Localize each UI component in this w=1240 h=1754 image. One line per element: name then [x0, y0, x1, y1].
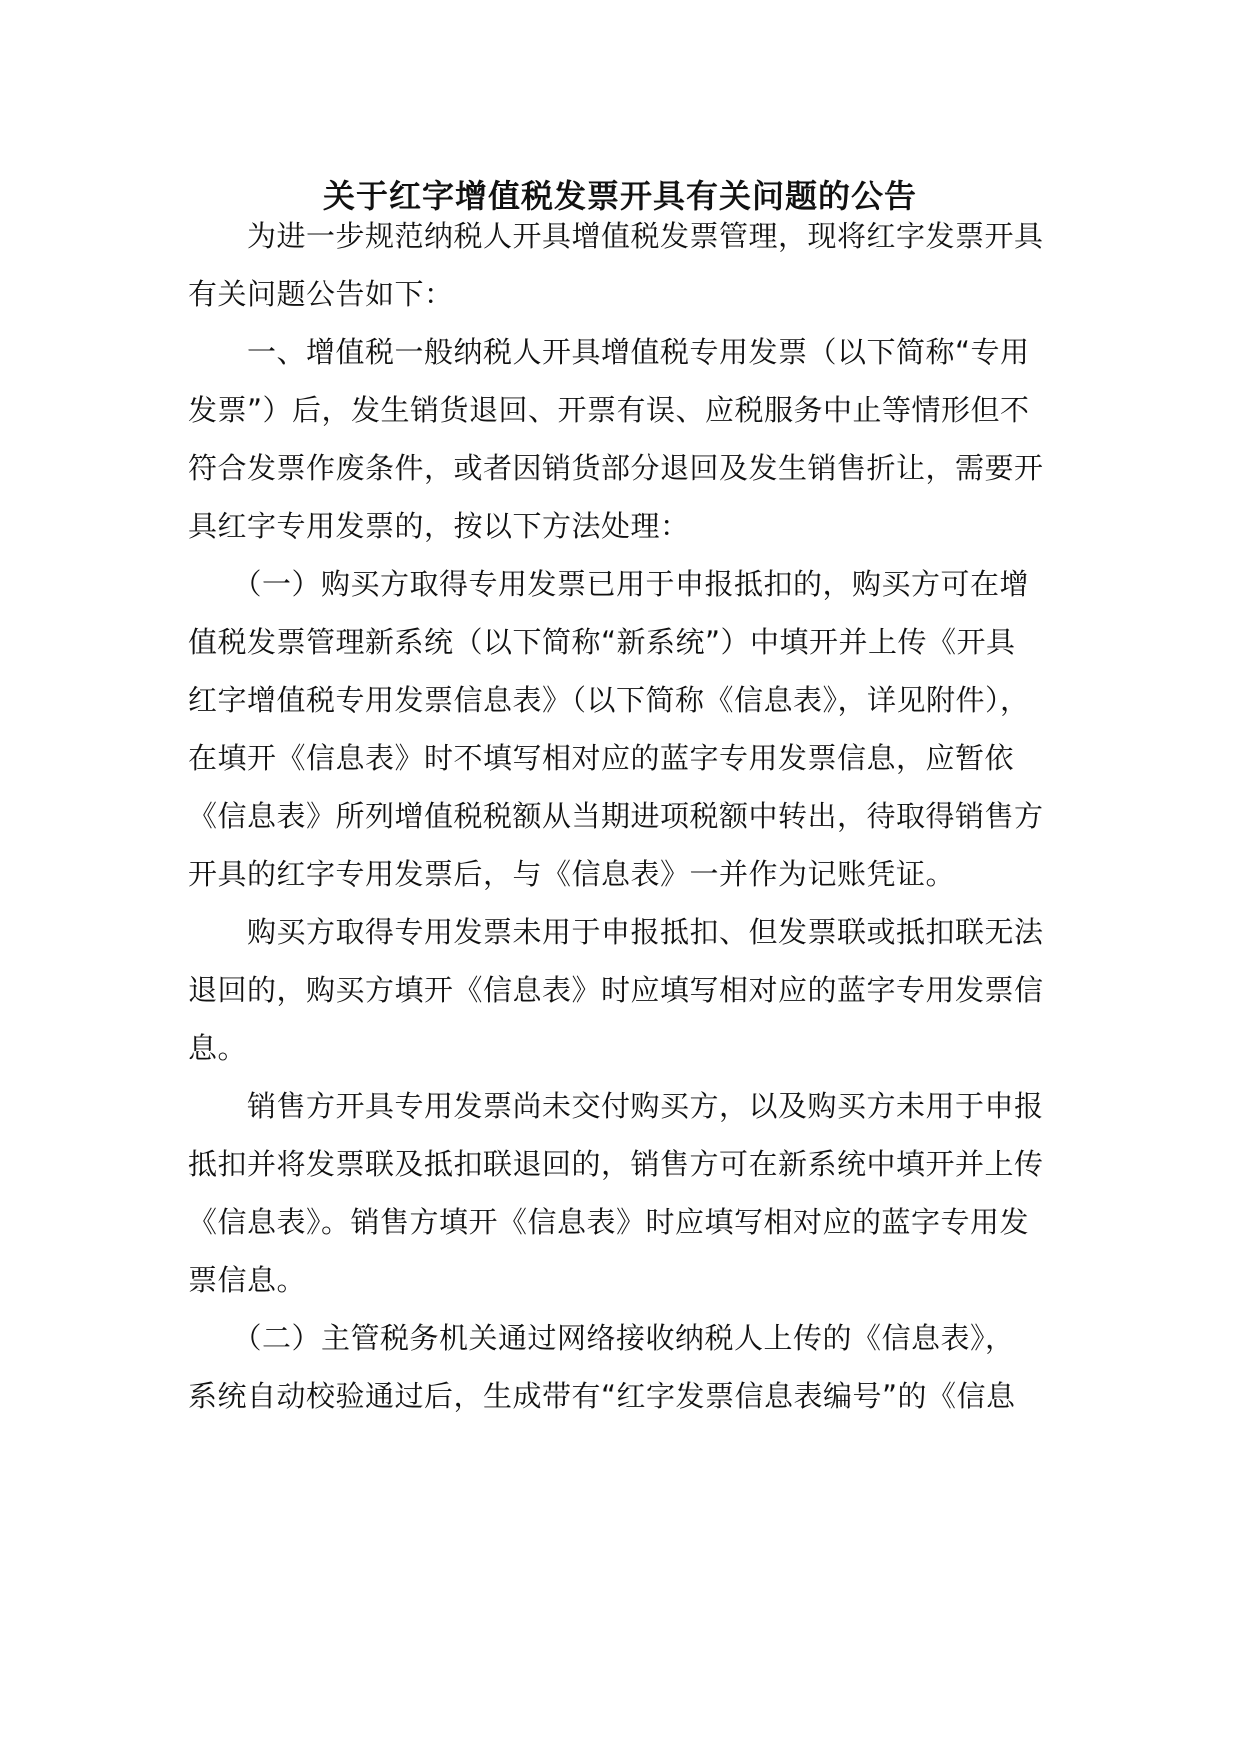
paragraph-line: 一、增值税一般纳税人开具增值税专用发票（以下简称“专用 [188, 335, 1030, 369]
paragraph-line: 值税发票管理新系统（以下简称“新系统”）中填开并上传《开具 [188, 625, 1016, 659]
paragraph-line: 《信息表》所列增值税税额从当期进项税额中转出，待取得销售方 [188, 799, 1044, 833]
paragraph-line: 息。 [188, 1031, 248, 1065]
paragraph-line: 退回的，购买方填开《信息表》时应填写相对应的蓝字专用发票信 [188, 973, 1044, 1007]
paragraph-line: 《信息表》。销售方填开《信息表》时应填写相对应的蓝字专用发 [188, 1205, 1030, 1239]
paragraph-line: 开具的红字专用发票后，与《信息表》一并作为记账凭证。 [188, 857, 956, 891]
paragraph-line: 红字增值税专用发票信息表》（以下简称《信息表》，详见附件）， [188, 683, 1030, 717]
paragraph-line: 有关问题公告如下： [188, 277, 454, 311]
paragraph-line: 抵扣并将发票联及抵扣联退回的，销售方可在新系统中填开并上传 [188, 1147, 1044, 1181]
paragraph-line: 购买方取得专用发票未用于申报抵扣、但发票联或抵扣联无法 [188, 915, 1044, 949]
paragraph-line: 具红字专用发票的，按以下方法处理： [188, 509, 690, 543]
document-title: 关于红字增值税发票开具有关问题的公告 [322, 177, 917, 215]
paragraph-line: 为进一步规范纳税人开具增值税发票管理，现将红字发票开具 [188, 219, 1044, 253]
paragraph-line: 票信息。 [188, 1263, 307, 1297]
paragraph-line: （二）主管税务机关通过网络接收纳税人上传的《信息表》， [188, 1321, 1015, 1355]
paragraph-line: 销售方开具专用发票尚未交付购买方，以及购买方未用于申报 [188, 1089, 1044, 1123]
paragraph-line: 系统自动校验通过后，生成带有“红字发票信息表编号”的《信息 [188, 1379, 1016, 1413]
paragraph-line: 发票”）后，发生销货退回、开票有误、应税服务中止等情形但不 [188, 393, 1030, 427]
paragraph-line: 在填开《信息表》时不填写相对应的蓝字专用发票信息，应暂依 [188, 741, 1015, 775]
paragraph-line: （一）购买方取得专用发票已用于申报抵扣的，购买方可在增 [188, 567, 1030, 601]
paragraph-line: 符合发票作废条件，或者因销货部分退回及发生销售折让，需要开 [188, 451, 1044, 485]
